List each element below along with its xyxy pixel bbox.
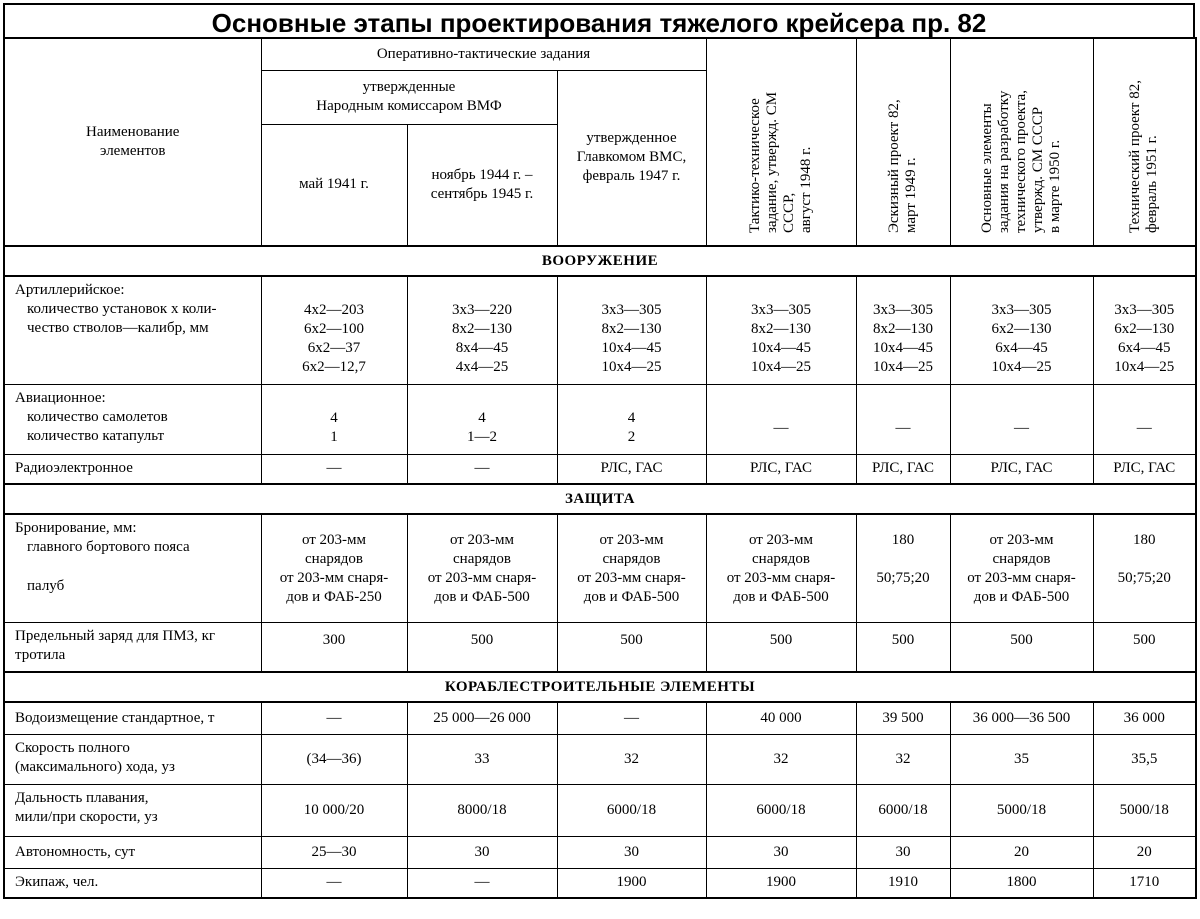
section-shipbuilding: КОРАБЛЕСТРОИТЕЛЬНЫЕ ЭЛЕМЕНТЫ	[4, 672, 1196, 702]
table-row	[4, 276, 1196, 384]
row-label-aviation: Авиационное: количество самолетов количество катапульт	[4, 384, 261, 454]
cell: 300	[261, 622, 407, 672]
table-row	[4, 622, 1196, 672]
cell: 20	[950, 836, 1093, 868]
cell: 10 000/20	[261, 784, 407, 836]
section-armament: ВООРУЖЕНИЕ	[4, 246, 1196, 276]
header-feb1947: утвержденное Главкомом ВМС, февраль 1947 г.	[557, 70, 706, 246]
cell: РЛС, ГАС	[557, 454, 706, 484]
cell: 25 000—26 000	[407, 702, 557, 734]
cell: 3х3—305 6х2—130 6х4—45 10х4—25	[950, 276, 1093, 384]
cell: 5000/18	[950, 784, 1093, 836]
cell: 6000/18	[856, 784, 950, 836]
table-row	[4, 784, 1196, 836]
cell: 1900	[557, 868, 706, 898]
cell: РЛС, ГАС	[950, 454, 1093, 484]
header-ttz: Тактико-техническое задание, утвержд. СМ СССР, август 1948 г.	[706, 38, 856, 246]
cell: 39 500	[856, 702, 950, 734]
cell: 6000/18	[557, 784, 706, 836]
section-protection: ЗАЩИТА	[4, 484, 1196, 514]
cell: 30	[706, 836, 856, 868]
row-label-armor: Бронирование, мм: главного бортового пояса палуб	[4, 514, 261, 622]
cell: —	[706, 384, 856, 454]
cell: 4 1—2	[407, 384, 557, 454]
cell: —	[856, 384, 950, 454]
page-title: Основные этапы проектирования тяжелого крейсера пр. 82	[3, 3, 1195, 37]
cell: —	[261, 454, 407, 484]
row-label-radio: Радиоэлектронное	[4, 454, 261, 484]
row-label-displacement: Водоизмещение стандартное, т	[4, 702, 261, 734]
table-row	[4, 836, 1196, 868]
design-stages-table	[3, 37, 1197, 899]
cell: 3х3—305 8х2—130 10х4—45 10х4—25	[557, 276, 706, 384]
cell: —	[1093, 384, 1196, 454]
cell: 1910	[856, 868, 950, 898]
cell: 4 2	[557, 384, 706, 454]
cell: 40 000	[706, 702, 856, 734]
cell: 500	[856, 622, 950, 672]
cell: 3х3—305 6х2—130 6х4—45 10х4—25	[1093, 276, 1196, 384]
cell: 32	[706, 734, 856, 784]
cell: 6000/18	[706, 784, 856, 836]
cell: от 203-мм снарядов от 203-мм снаря- дов и ФАБ-500	[706, 514, 856, 622]
cell: 3х3—305 8х2—130 10х4—45 10х4—25	[706, 276, 856, 384]
cell: 35	[950, 734, 1093, 784]
cell: 4х2—203 6х2—100 6х2—37 6х2—12,7	[261, 276, 407, 384]
cell: 32	[856, 734, 950, 784]
header-nov1944: ноябрь 1944 г. – сентябрь 1945 г.	[407, 124, 557, 246]
cell: 30	[407, 836, 557, 868]
cell: —	[261, 702, 407, 734]
header-osnovnye: Основные элементы задания на разработку технического проекта, утвержд. СМ СССР в марте 1950 г.	[950, 38, 1093, 246]
row-label-speed: Скорость полного (максимального) хода, уз	[4, 734, 261, 784]
row-label-artillery: Артиллерийское: количество установок х коли- чество стволов—калибр, мм	[4, 276, 261, 384]
cell: 20	[1093, 836, 1196, 868]
cell: от 203-мм снарядов от 203-мм снаря- дов и ФАБ-500	[407, 514, 557, 622]
cell: 1710	[1093, 868, 1196, 898]
header-may1941: май 1941 г.	[261, 124, 407, 246]
cell: —	[407, 454, 557, 484]
cell: 500	[1093, 622, 1196, 672]
cell: 4 1	[261, 384, 407, 454]
header-tech: Технический проект 82, февраль 1951 г.	[1093, 38, 1196, 246]
document-page	[3, 3, 1195, 899]
header-name-col: Наименование элементов	[4, 38, 261, 246]
cell: 32	[557, 734, 706, 784]
cell: —	[557, 702, 706, 734]
cell: 180 50;75;20	[856, 514, 950, 622]
cell: 5000/18	[1093, 784, 1196, 836]
row-label-crew: Экипаж, чел.	[4, 868, 261, 898]
cell: (34—36)	[261, 734, 407, 784]
cell: 3х3—220 8х2—130 8х4—45 4х4—25	[407, 276, 557, 384]
table-row	[4, 514, 1196, 622]
header-ott: Оперативно-тактические задания	[261, 38, 706, 70]
cell: 500	[407, 622, 557, 672]
cell: РЛС, ГАС	[1093, 454, 1196, 484]
cell: 500	[950, 622, 1093, 672]
cell: от 203-мм снарядов от 203-мм снаря- дов и ФАБ-500	[950, 514, 1093, 622]
table-row	[4, 454, 1196, 484]
cell: —	[950, 384, 1093, 454]
cell: —	[261, 868, 407, 898]
cell: 36 000	[1093, 702, 1196, 734]
cell: 180 50;75;20	[1093, 514, 1196, 622]
cell: 30	[557, 836, 706, 868]
cell: от 203-мм снарядов от 203-мм снаря- дов и ФАБ-250	[261, 514, 407, 622]
cell: 33	[407, 734, 557, 784]
row-label-autonomy: Автономность, сут	[4, 836, 261, 868]
cell: 3х3—305 8х2—130 10х4—45 10х4—25	[856, 276, 950, 384]
cell: 8000/18	[407, 784, 557, 836]
header-eskiz: Эскизный проект 82, март 1949 г.	[856, 38, 950, 246]
cell: 36 000—36 500	[950, 702, 1093, 734]
table-row	[4, 734, 1196, 784]
table-row	[4, 868, 1196, 898]
row-label-charge: Предельный заряд для ПМЗ, кг тротила	[4, 622, 261, 672]
cell: 30	[856, 836, 950, 868]
cell: РЛС, ГАС	[856, 454, 950, 484]
cell: 500	[706, 622, 856, 672]
cell: —	[407, 868, 557, 898]
cell: 35,5	[1093, 734, 1196, 784]
cell: 1900	[706, 868, 856, 898]
cell: 500	[557, 622, 706, 672]
cell: 25—30	[261, 836, 407, 868]
table-row	[4, 702, 1196, 734]
header-approved-nk: утвержденные Народным комиссаром ВМФ	[261, 70, 557, 124]
cell: 1800	[950, 868, 1093, 898]
cell: от 203-мм снарядов от 203-мм снаря- дов и ФАБ-500	[557, 514, 706, 622]
cell: РЛС, ГАС	[706, 454, 856, 484]
row-label-range: Дальность плавания, мили/при скорости, уз	[4, 784, 261, 836]
table-row	[4, 384, 1196, 454]
